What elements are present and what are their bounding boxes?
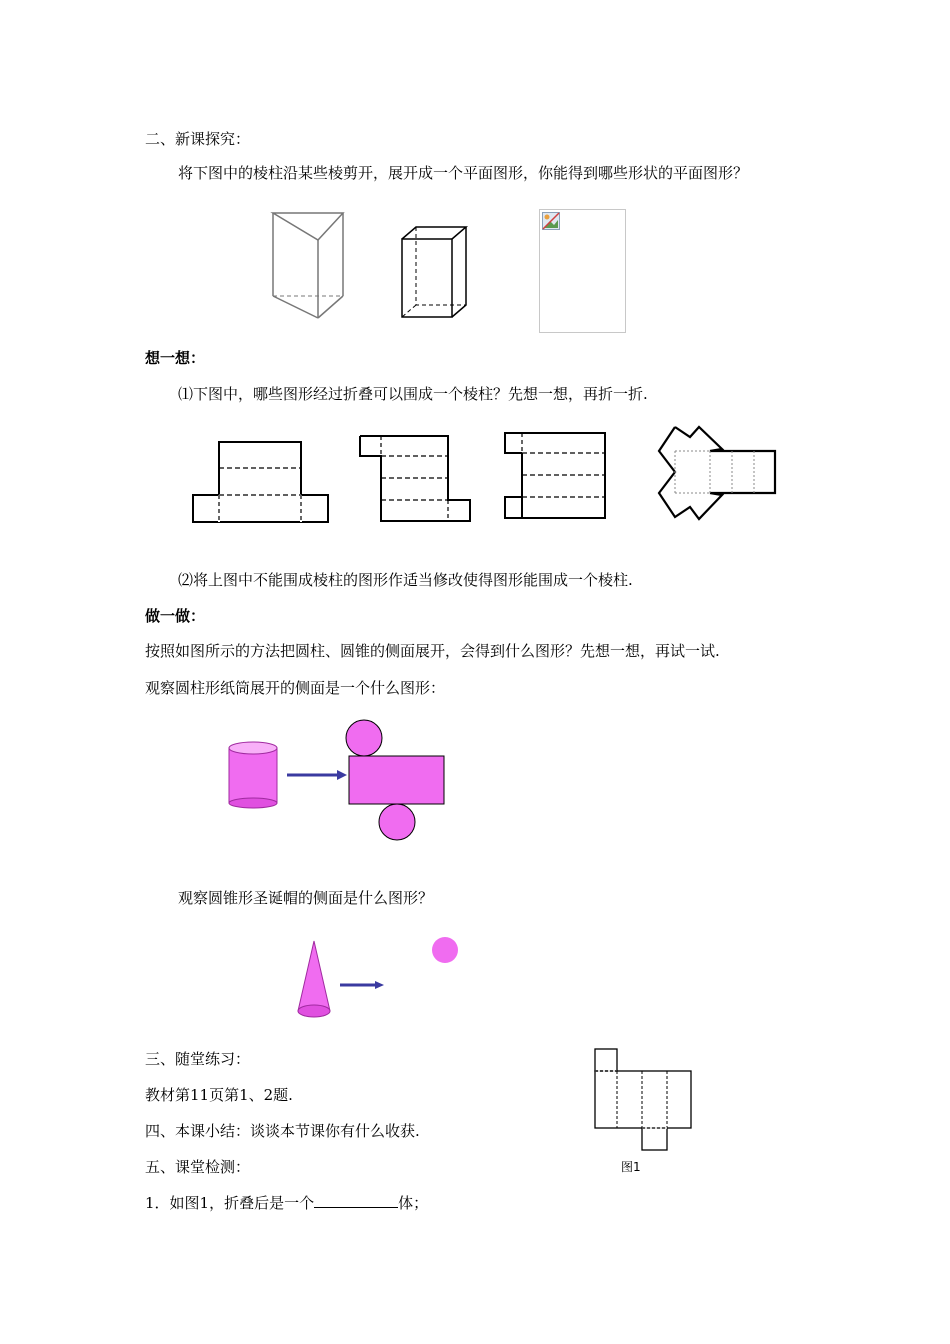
section-heading-3: 三、随堂练习： [145,1050,251,1068]
triangular-prism-figure [270,210,350,320]
do-line-2: 观察圆柱形纸筒展开的侧面是一个什么图形： [145,679,446,697]
think-question-1: ⑴下图中，哪些图形经过折叠可以围成一个棱柱？先想一想，再折一折. [178,385,648,403]
section-heading-2: 二、新课探究： [145,130,251,148]
net-figure-3 [504,431,608,521]
think-heading: 想一想： [145,349,206,367]
do-line-3: 观察圆锥形圣诞帽的侧面是什么图形？ [178,889,434,907]
image-placeholder [539,209,626,333]
test-question-1-suffix: 体； [398,1194,429,1212]
broken-image-icon [542,212,560,230]
net-figure-4 [655,421,780,526]
cylinder-unfold-figure [225,718,455,846]
practice-text: 教材第11页第1、2题. [145,1086,293,1104]
prism-question: 将下图中的棱柱沿某些棱剪开，展开成一个平面图形，你能得到哪些形状的平面图形？ [178,164,749,182]
do-line-1: 按照如图所示的方法把圆柱、圆锥的侧面展开，会得到什么图形？先想一想，再试一试. [145,642,720,660]
test-question-1 [145,1193,428,1213]
rectangular-prism-figure [400,225,470,320]
figure-1-label: 图1 [621,1160,641,1174]
summary-text: 四、本课小结：谈谈本节课你有什么收获. [145,1122,420,1140]
net-figure-1 [192,441,332,525]
section-heading-5: 五、课堂检测： [145,1158,251,1176]
think-question-2: ⑵将上图中不能围成棱柱的图形作适当修改使得图形能围成一个棱柱. [178,571,633,589]
do-heading: 做一做： [145,607,206,625]
figure-1-net [593,1047,695,1153]
answer-blank[interactable] [314,1193,398,1208]
test-question-1-prefix: 1．如图1，折叠后是一个 [145,1194,315,1212]
net-figure-2 [359,434,474,524]
cone-unfold-figure [295,935,465,1023]
